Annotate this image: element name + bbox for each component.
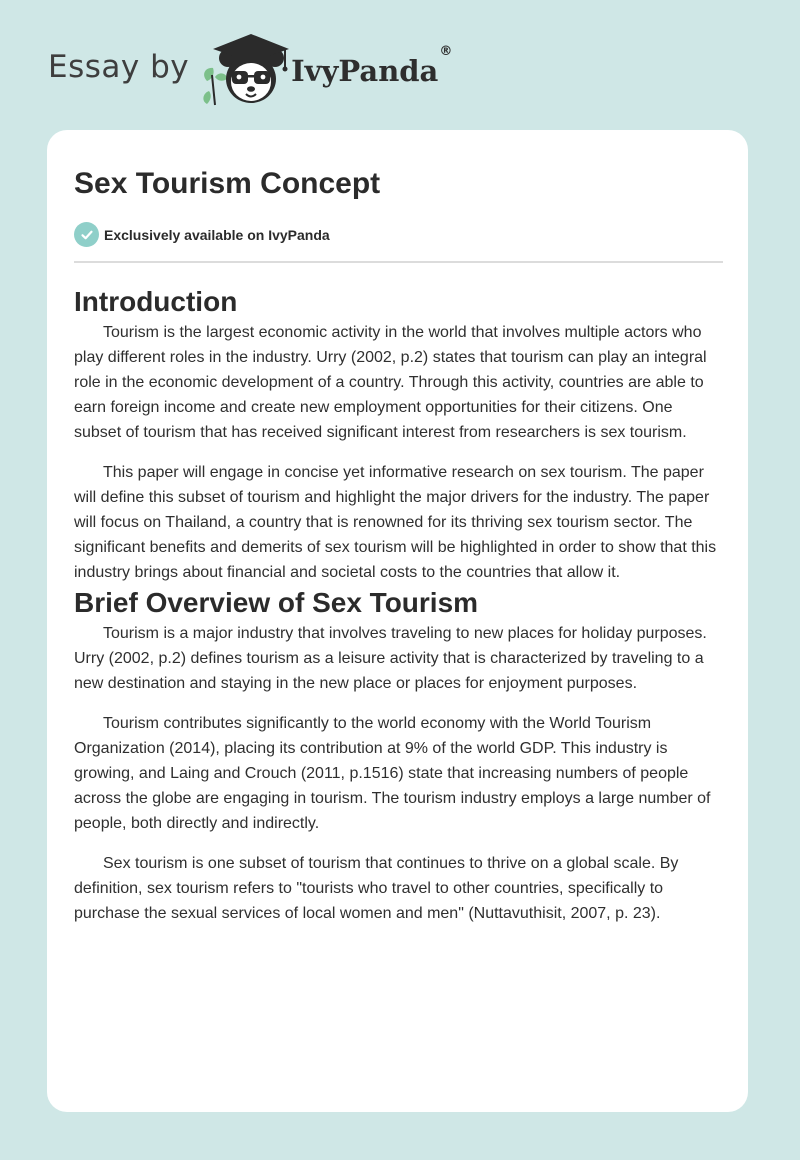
paragraph: Tourism contributes significantly to the world economy with the World Tourism Organization (2014), placing its contribution at 9% of the world GDP. This industry is growing, and Laing and Crouch (2011, p.1516) state that increasing numbers of people across the globe are engaging in tourism. The tourism industry employs a large number of people, both directly and indirectly. — [74, 715, 711, 832]
panda-graduate-logo-icon — [201, 31, 293, 109]
paragraph: Tourism is the largest economic activity in the world that involves multiple actors who play different roles in the industry. Urry (2002, p.2) states that tourism can play an integral role in the economic development of a country. Through this activity, countries are able to earn foreign income and create new employment opportunities for their citizens. One subset of tourism that has received significant interest from researchers is sex tourism. — [74, 324, 707, 441]
brand-prefix: Essay by — [48, 49, 190, 85]
check-circle-icon — [74, 222, 99, 247]
site-brand[interactable] — [48, 30, 452, 110]
section-heading-introduction: Introduction — [74, 286, 238, 317]
essay-card — [47, 130, 748, 1112]
paragraph: Tourism is a major industry that involves traveling to new places for holiday purposes. Urry (2002, p.2) defines tourism as a leisure activity that is characterized by traveling to a new destination and staying in the new place or places for enjoyment purposes. — [74, 625, 707, 692]
brand-name: IvyPanda® — [291, 44, 453, 88]
exclusive-badge — [74, 222, 330, 247]
registered-mark: ® — [439, 44, 453, 59]
title-divider — [74, 261, 723, 263]
page-title: Sex Tourism Concept — [74, 167, 381, 200]
paragraph: Sex tourism is one subset of tourism that continues to thrive on a global scale. By definition, sex tourism refers to "tourists who travel to other countries, specifically to purchase the sexual services of local women and men" (Nuttavuthisit, 2007, p. 23). — [74, 855, 679, 922]
paragraph: This paper will engage in concise yet informative research on sex tourism. The paper will define this subset of tourism and highlight the major drivers for the industry. The paper will focus on Thailand, a country that is renowned for its thriving sex tourism sector. The significant benefits and demerits of sex tourism will be highlighted in order to show that this industry brings about financial and societal costs to the countries that allow it. — [74, 464, 717, 581]
essay-content — [74, 284, 724, 926]
section-heading-brief-overview: Brief Overview of Sex Tourism — [74, 587, 479, 618]
exclusive-badge-label: Exclusively available on IvyPanda — [104, 226, 330, 243]
